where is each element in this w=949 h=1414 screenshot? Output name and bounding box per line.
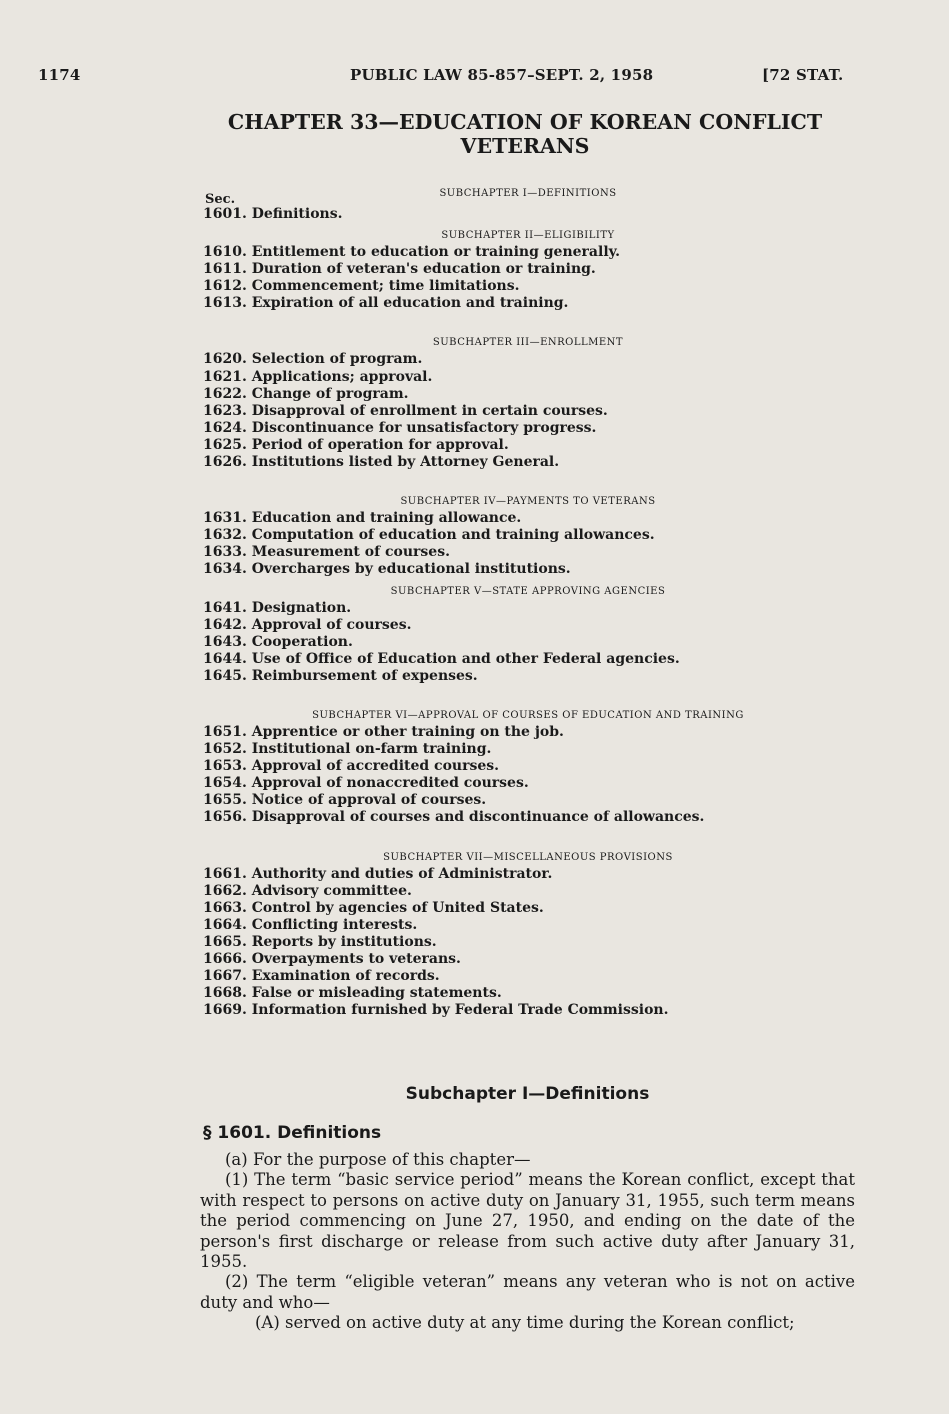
statute-reference: [72 STAT. <box>762 66 844 84</box>
paragraph: (1) The term “basic service period” means the Korean conflict, except that with respect to persons on active duty on January 31, 1955, such term means the period commencing on June 27, 1950, and ending on the date of the person's first discharge or release from such active duty after January 31, 1955. <box>200 1170 855 1272</box>
toc-entry: 1642. Approval of courses. <box>203 616 412 633</box>
toc-entry: 1625. Period of operation for approval. <box>203 436 509 453</box>
toc-entry: 1656. Disapproval of courses and discontinuance of allowances. <box>203 809 705 826</box>
subchapter-heading: SUBCHAPTER V—STATE APPROVING AGENCIES <box>390 585 666 597</box>
toc-gap <box>203 685 853 703</box>
paragraph: (a) For the purpose of this chapter— <box>225 1150 531 1169</box>
toc-entry: 1613. Expiration of all education and training. <box>203 295 569 312</box>
toc-gap <box>203 471 853 489</box>
toc-entry: 1634. Overcharges by educational institutions. <box>203 561 571 578</box>
toc-entry: 1641. Designation. <box>203 599 352 616</box>
toc-entry: 1622. Change of program. <box>203 385 409 402</box>
table-of-contents <box>203 181 853 1019</box>
subchapter-heading: SUBCHAPTER III—ENROLLMENT <box>432 337 624 349</box>
toc-entry: 1626. Institutions listed by Attorney General. <box>203 454 560 471</box>
section-body <box>200 1150 855 1334</box>
toc-entry: 1645. Reimbursement of expenses. <box>203 667 478 684</box>
toc-entry: 1611. Duration of veteran's education or training. <box>203 261 596 278</box>
toc-entry: 1667. Examination of records. <box>203 968 440 985</box>
chapter-title: CHAPTER 33—EDUCATION OF KOREAN CONFLICT VETERANS <box>227 110 823 158</box>
toc-entry: 1663. Control by agencies of United States. <box>203 899 544 916</box>
subchapter-heading: SUBCHAPTER IV—PAYMENTS TO VETERANS <box>400 496 656 508</box>
page-number: 1174 <box>38 66 81 84</box>
toc-entry: 1644. Use of Office of Education and other Federal agencies. <box>203 650 680 667</box>
toc-entry: 1666. Overpayments to veterans. <box>203 951 461 967</box>
running-title: PUBLIC LAW 85-857–SEPT. 2, 1958 <box>350 66 654 84</box>
toc-entry: 1643. Cooperation. <box>203 633 353 650</box>
sec-label: Sec. <box>205 192 236 207</box>
paragraph: (A) served on active duty at any time during the Korean conflict; <box>255 1313 795 1333</box>
toc-entry: 1621. Applications; approval. <box>203 368 433 385</box>
toc-gap <box>203 827 853 845</box>
subchapter-title: Subchapter I—Definitions <box>405 1084 650 1104</box>
toc-entry: 1664. Conflicting interests. <box>203 916 418 933</box>
toc-entry: 1610. Entitlement to education or training generally. <box>203 244 621 261</box>
paragraph: (2) The term “eligible veteran” means any veteran who is not on active duty and who— <box>200 1272 855 1312</box>
toc-gap <box>203 312 853 330</box>
toc-entry: 1652. Institutional on-farm training. <box>203 741 492 758</box>
toc-entry: 1623. Disapproval of enrollment in certain courses. <box>203 402 608 419</box>
toc-entry: 1631. Education and training allowance. <box>203 510 522 527</box>
toc-entry: 1655. Notice of approval of courses. <box>203 792 487 809</box>
subchapter-heading: SUBCHAPTER II—ELIGIBILITY <box>441 230 615 242</box>
toc-entry: 1662. Advisory committee. <box>203 882 412 899</box>
toc-entry: 1620. Selection of program. <box>203 351 423 368</box>
toc-entry: 1669. Information furnished by Federal Trade Commission. <box>203 1002 669 1019</box>
subchapter-heading: SUBCHAPTER VI—APPROVAL OF COURSES OF EDUCATION AND TRAINING <box>312 709 744 721</box>
toc-entry: 1633. Measurement of courses. <box>203 544 450 561</box>
subchapter-heading: SUBCHAPTER I—DEFINITIONS <box>439 188 617 199</box>
toc-entry: 1601. Definitions. <box>203 206 343 222</box>
toc-entry: 1651. Apprentice or other training on the job. <box>203 723 564 740</box>
toc-entry: 1661. Authority and duties of Administrator. <box>203 865 553 882</box>
toc-entry: 1624. Discontinuance for unsatisfactory progress. <box>203 419 597 436</box>
toc-entry: 1668. False or misleading statements. <box>203 985 502 1002</box>
toc-entry: 1653. Approval of accredited courses. <box>203 758 500 775</box>
toc-entry: 1612. Commencement; time limitations. <box>203 278 520 295</box>
section-heading: § 1601. Definitions <box>203 1123 382 1143</box>
subchapter-heading: SUBCHAPTER VII—MISCELLANEOUS PROVISIONS <box>383 851 673 863</box>
toc-entry: 1665. Reports by institutions. <box>203 933 437 950</box>
toc-entry: 1654. Approval of nonaccredited courses. <box>203 775 529 792</box>
toc-entry: 1632. Computation of education and training allowances. <box>203 527 655 544</box>
